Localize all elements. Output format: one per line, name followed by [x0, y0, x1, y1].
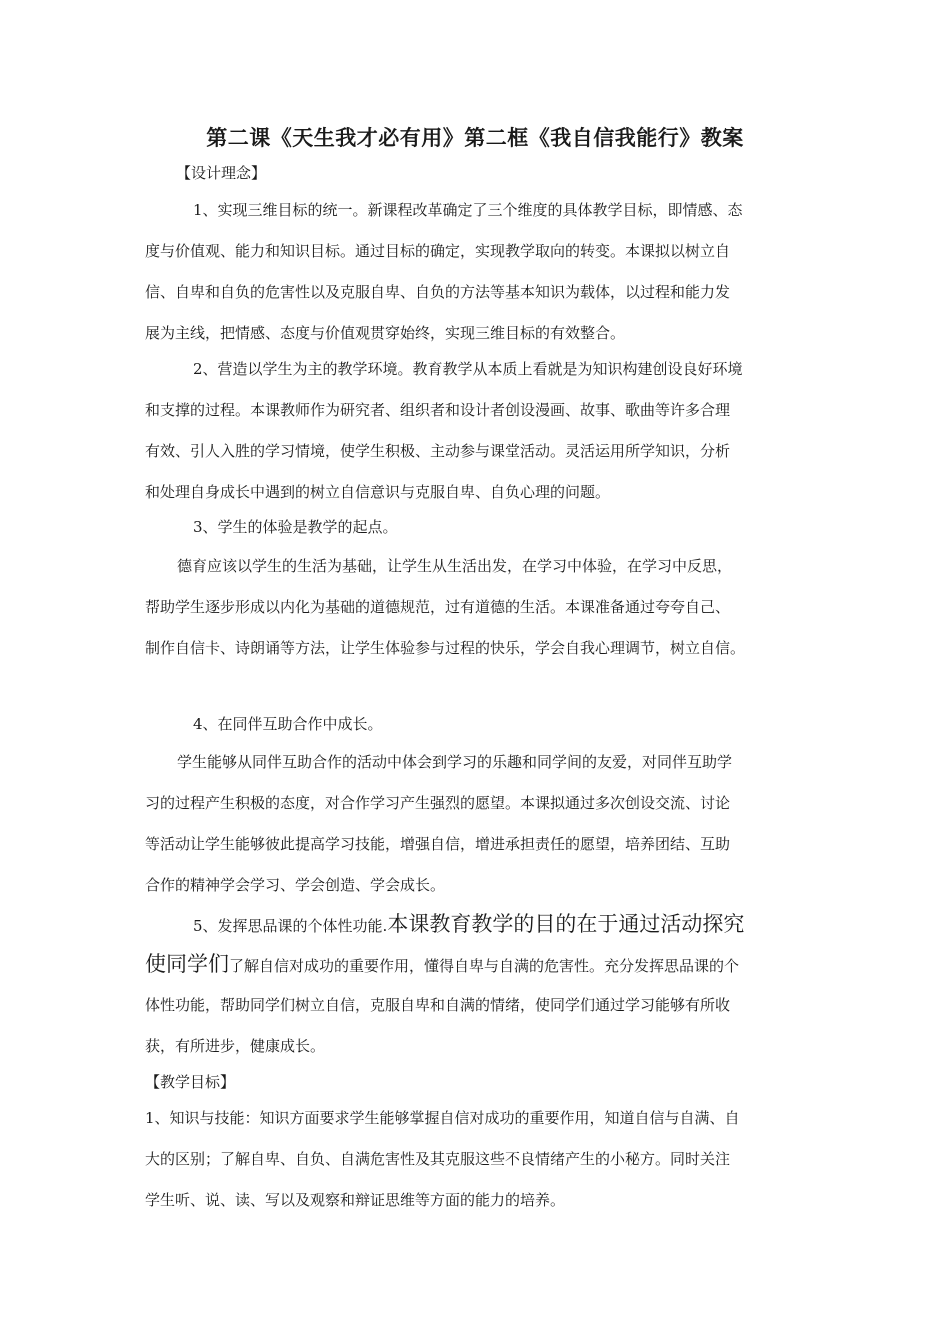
design-concept-heading: 【设计理念】 — [176, 164, 267, 182]
paragraph-text-large: 本课教育教学的目的在于通过活动探究 — [387, 912, 745, 936]
paragraph-line: 1、知识与技能：知识方面要求学生能够掌握自信对成功的重要作用，知道自信与自满、自 — [145, 1109, 740, 1127]
paragraph-line: 习的过程产生积极的态度，对合作学习产生强烈的愿望。本课拟通过多次创设交流、讨论 — [145, 794, 731, 812]
paragraph-line — [145, 954, 739, 976]
paragraph-line: 和处理自身成长中遇到的树立自信意识与克服自卑、自负心理的问题。 — [145, 483, 611, 501]
subsection-heading: 4、在同伴互助合作中成长。 — [193, 715, 383, 733]
paragraph-line: 合作的精神学会学习、学会创造、学会成长。 — [145, 876, 446, 894]
paragraph-line: 度与价值观、能力和知识目标。通过目标的确定，实现教学取向的转变。本课拟以树立自 — [145, 242, 731, 260]
paragraph-line: 帮助学生逐步形成以内化为基础的道德规范，过有道德的生活。本课准备通过夸夸自己、 — [145, 598, 731, 616]
paragraph-line: 学生听、说、读、写以及观察和辩证思维等方面的能力的培养。 — [145, 1191, 566, 1209]
paragraph-line: 2、营造以学生为主的教学环境。教育教学从本质上看就是为知识构建创设良好环境 — [193, 360, 743, 378]
paragraph-line: 大的区别；了解自卑、自负、自满危害性及其克服这些不良情绪产生的小秘方。同时关注 — [145, 1150, 731, 1168]
paragraph-line: 1、实现三维目标的统一。新课程改革确定了三个维度的具体教学目标，即情感、态 — [193, 201, 743, 219]
paragraph-text-small: 5、发挥思品课的个体性功能. — [193, 917, 388, 935]
paragraph-line: 获，有所进步，健康成长。 — [145, 1037, 326, 1055]
paragraph-line: 德育应该以学生的生活为基础，让学生从生活出发，在学习中体验，在学习中反思， — [177, 557, 733, 575]
paragraph-text-large: 使同学们 — [145, 952, 229, 976]
subsection-heading: 3、学生的体验是教学的起点。 — [193, 518, 398, 536]
paragraph-line: 制作自信卡、诗朗诵等方法，让学生体验参与过程的快乐，学会自我心理调节，树立自信。 — [145, 639, 746, 657]
paragraph-line: 等活动让学生能够彼此提高学习技能，增强自信，增进承担责任的愿望，培养团结、互助 — [145, 835, 731, 853]
teaching-goals-heading: 【教学目标】 — [145, 1073, 236, 1091]
paragraph-line: 学生能够从同伴互助合作的活动中体会到学习的乐趣和同学间的友爱，对同伴互助学 — [177, 753, 733, 771]
paragraph-line — [193, 914, 744, 936]
paragraph-line: 展为主线，把情感、态度与价值观贯穿始终，实现三维目标的有效整合。 — [145, 324, 626, 342]
paragraph-line: 有效、引人入胜的学习情境，使学生积极、主动参与课堂活动。灵活运用所学知识，分析 — [145, 442, 731, 460]
paragraph-line: 体性功能，帮助同学们树立自信，克服自卑和自满的情绪，使同学们通过学习能够有所收 — [145, 996, 731, 1014]
paragraph-line: 信、自卑和自负的危害性以及克服自卑、自负的方法等基本知识为载体，以过程和能力发 — [145, 283, 731, 301]
paragraph-text-small: 了解自信对成功的重要作用，懂得自卑与自满的危害性。充分发挥思品课的个 — [229, 957, 740, 975]
paragraph-line: 和支撑的过程。本课教师作为研究者、组织者和设计者创设漫画、故事、歌曲等许多合理 — [145, 401, 731, 419]
document-title: 第二课《天生我才必有用》第二框《我自信我能行》教案 — [206, 126, 744, 150]
